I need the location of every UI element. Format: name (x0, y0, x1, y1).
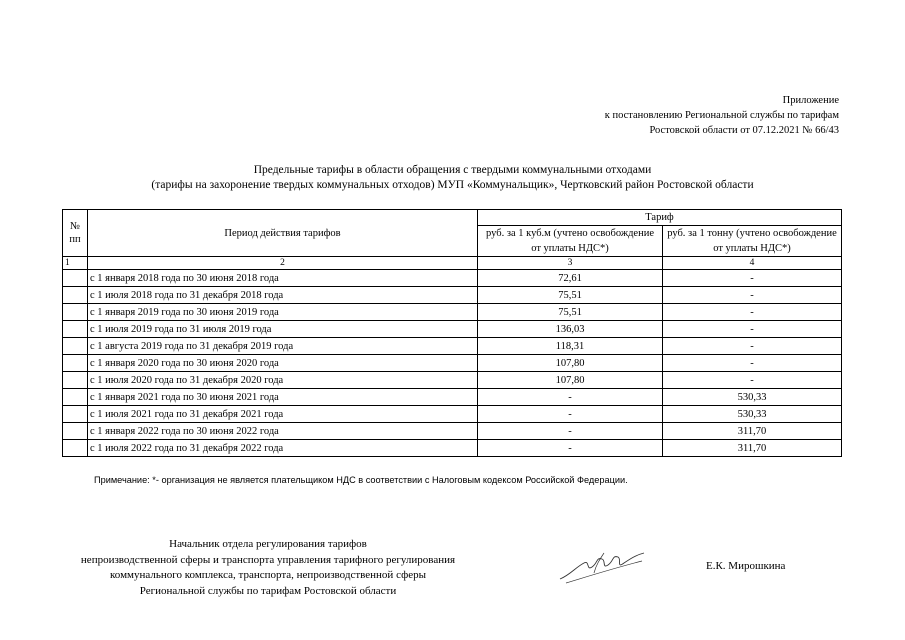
row-number-cell (63, 287, 88, 304)
position-line: Региональной службы по тарифам Ростовской области (139, 584, 397, 597)
signatory-name: Е.К. Мирошкина (706, 560, 786, 572)
per-ton-cell: - (663, 287, 842, 304)
per-m3-cell: 107,80 (478, 355, 663, 372)
table-row (63, 372, 842, 389)
position-line: коммунального комплекса, транспорта, непроизводственной сферы (110, 569, 426, 581)
table-row (63, 355, 842, 372)
table-row (63, 287, 842, 304)
appendix-line: Ростовской области от 07.12.2021 № 66/43 (649, 125, 839, 136)
per-ton-cell: 311,70 (663, 423, 842, 440)
per-ton-cell: - (663, 372, 842, 389)
per-ton-cell: 530,33 (663, 406, 842, 423)
per-ton-cell: 311,70 (663, 440, 842, 457)
per-ton-cell: - (663, 321, 842, 338)
per-m3-cell: - (478, 423, 663, 440)
header-number (63, 210, 88, 257)
period-cell: с 1 января 2018 года по 30 июня 2018 года (88, 270, 478, 287)
header-number-line1: № (69, 221, 81, 232)
row-number-cell (63, 372, 88, 389)
period-cell: с 1 января 2021 года по 30 июня 2021 года (88, 389, 478, 406)
period-cell: с 1 января 2020 года по 30 июня 2020 года (88, 355, 478, 372)
tariff-table (62, 209, 842, 457)
per-m3-cell: 107,80 (478, 372, 663, 389)
table-row (63, 440, 842, 457)
header-per-ton: руб. за 1 тонну (учтено освобождение от уплаты НДС*) (663, 226, 842, 257)
row-number-cell (63, 423, 88, 440)
per-m3-cell: 75,51 (478, 304, 663, 321)
per-m3-cell: - (478, 440, 663, 457)
period-cell: с 1 июля 2022 года по 31 декабря 2022 года (88, 440, 478, 457)
table-row (63, 270, 842, 287)
position-line: непроизводственной сферы и транспорта управления тарифного регулирования (80, 553, 456, 566)
document-title (0, 163, 905, 193)
per-m3-cell: 136,03 (478, 321, 663, 338)
period-cell: с 1 июля 2020 года по 31 декабря 2020 года (88, 372, 478, 389)
position-line: Начальник отдела регулирования тарифов (169, 538, 367, 550)
row-number-cell (63, 270, 88, 287)
period-cell: с 1 января 2022 года по 30 июня 2022 года (88, 423, 478, 440)
per-ton-cell: - (663, 355, 842, 372)
table-row (63, 321, 842, 338)
row-number-cell (63, 406, 88, 423)
row-number-cell (63, 355, 88, 372)
header-period: Период действия тарифов (88, 210, 478, 257)
title-line: (тарифы на захоронение твердых коммунальных отходов) МУП «Коммунальщик», Чертковский район Ростовской области (151, 179, 754, 191)
table-row (63, 389, 842, 406)
per-ton-cell: - (663, 338, 842, 355)
appendix-header (439, 93, 839, 138)
per-ton-cell: - (663, 304, 842, 321)
per-m3-cell: - (478, 406, 663, 423)
header-per-m3: руб. за 1 куб.м (учтено освобождение от уплаты НДС*) (478, 226, 663, 257)
handwritten-signature (556, 547, 648, 587)
table-row (63, 423, 842, 440)
row-number-cell (63, 389, 88, 406)
index-cell: 2 (88, 257, 478, 270)
signatory-position (60, 537, 476, 599)
header-number-line2: пп (69, 234, 81, 245)
appendix-line: Приложение (782, 95, 839, 106)
row-number-cell (63, 440, 88, 457)
period-cell: с 1 августа 2019 года по 31 декабря 2019 года (88, 338, 478, 355)
per-m3-cell: 75,51 (478, 287, 663, 304)
index-cell: 4 (663, 257, 842, 270)
row-number-cell (63, 304, 88, 321)
footnote: Примечание: *- организация не является плательщиком НДС в соответствии с Налоговым кодексом Российской Федерации. (94, 475, 628, 485)
period-cell: с 1 июля 2018 года по 31 декабря 2018 года (88, 287, 478, 304)
index-cell: 3 (478, 257, 663, 270)
per-m3-cell: 72,61 (478, 270, 663, 287)
index-cell: 1 (63, 257, 88, 270)
title-line: Предельные тарифы в области обращения с твердыми коммунальными отходами (253, 164, 652, 176)
period-cell: с 1 января 2019 года по 30 июня 2019 года (88, 304, 478, 321)
per-m3-cell: - (478, 389, 663, 406)
table-row (63, 304, 842, 321)
period-cell: с 1 июля 2021 года по 31 декабря 2021 года (88, 406, 478, 423)
appendix-line: к постановлению Региональной службы по тарифам (604, 110, 839, 121)
period-cell: с 1 июля 2019 года по 31 июля 2019 года (88, 321, 478, 338)
per-ton-cell: - (663, 270, 842, 287)
per-ton-cell: 530,33 (663, 389, 842, 406)
row-number-cell (63, 338, 88, 355)
row-number-cell (63, 321, 88, 338)
header-tariff: Тариф (478, 210, 842, 226)
per-m3-cell: 118,31 (478, 338, 663, 355)
table-row (63, 338, 842, 355)
table-row (63, 406, 842, 423)
